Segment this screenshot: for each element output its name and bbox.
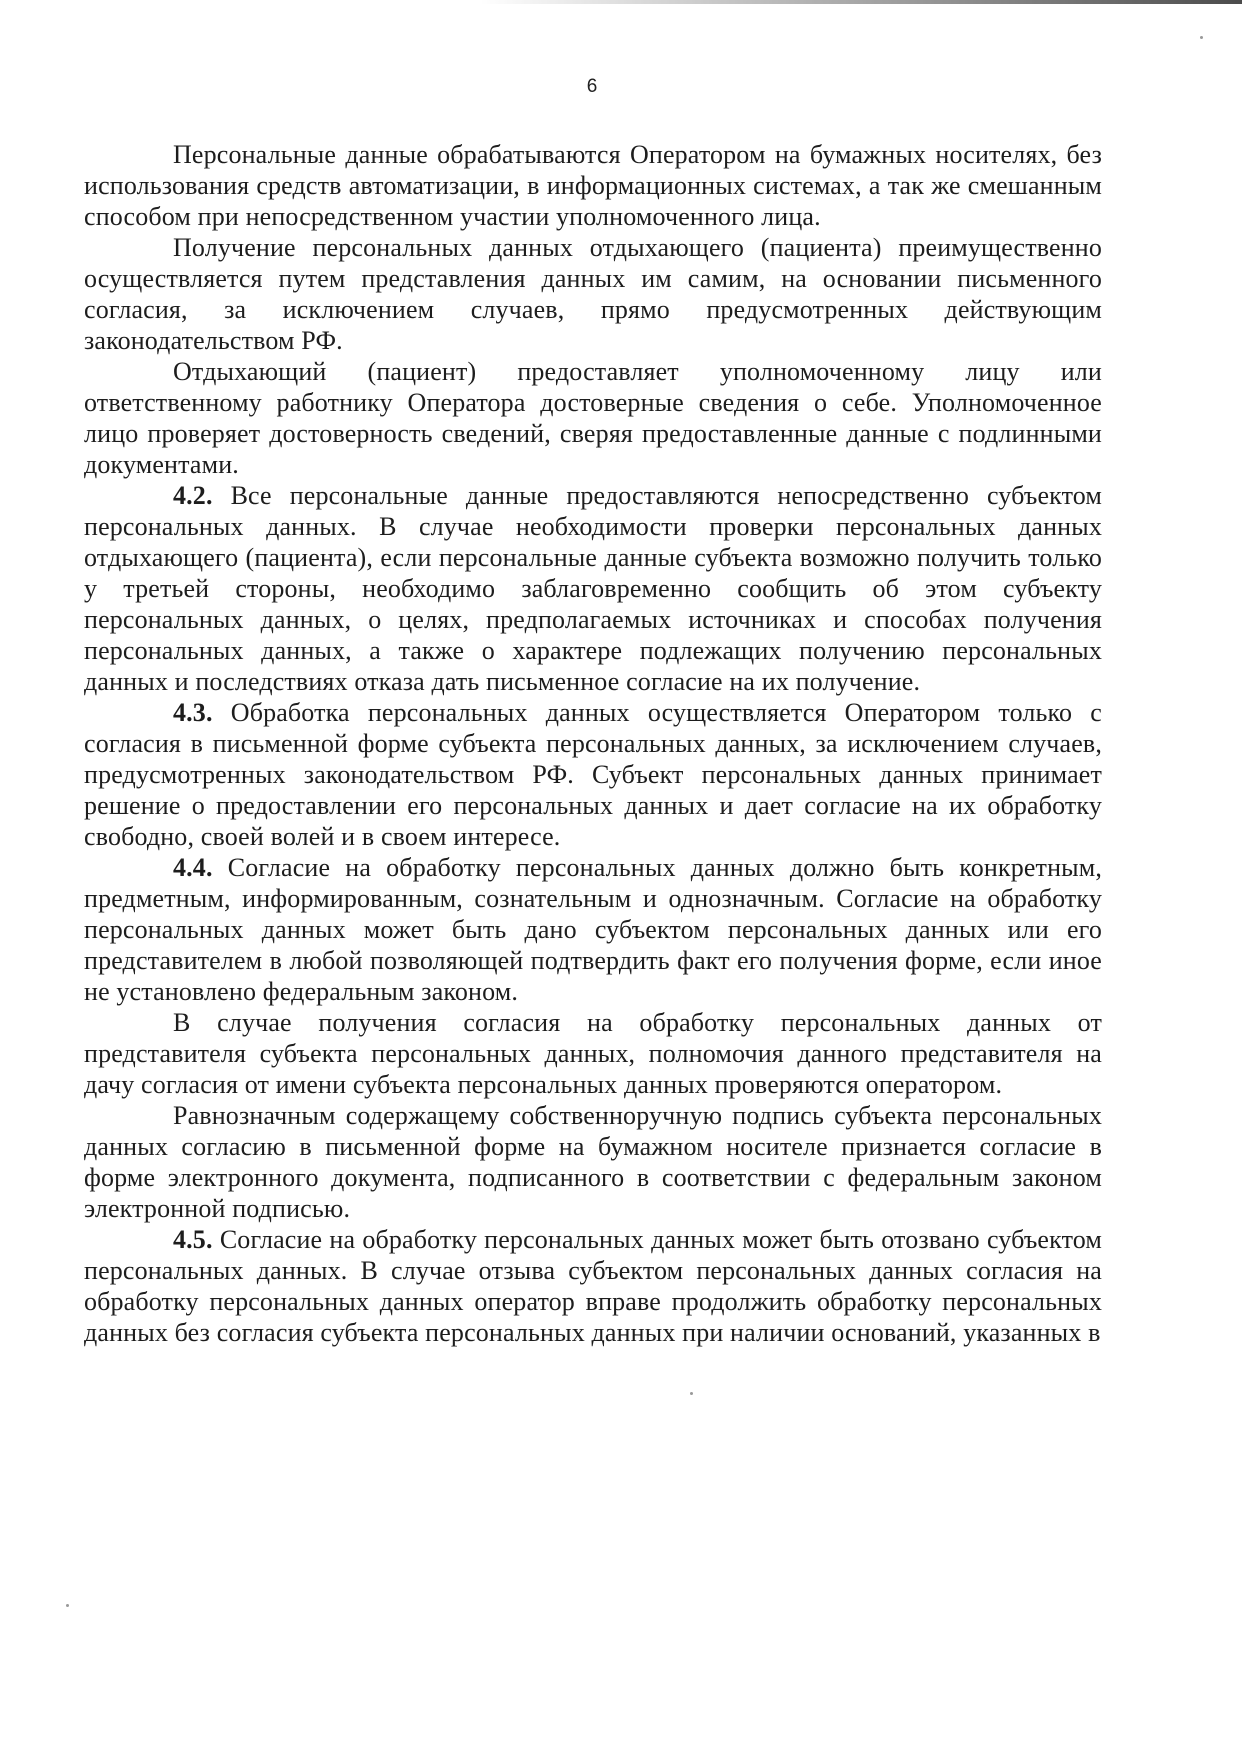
section-number: 4.4. (173, 853, 213, 882)
section-4-3 (84, 697, 1102, 852)
section-number: 4.3. (173, 698, 213, 727)
paragraph-text: Согласие на обработку персональных данных должно быть конкретным, предметным, информированным, сознательным и однозначным. Согласие на обработку персональных данных может быть дано субъектом персональных данных или его представителем в любой позволяющей подтвердить факт его получения форме, если иное не установлено федеральным законом. (84, 853, 1102, 1006)
paragraph-text: Равнозначным содержащему собственноручную подпись субъекта персональных данных согласию в письменной форме на бумажном носителе признается согласие в форме электронного документа, подписанного в соответствии с федеральным законом электронной подписью. (84, 1101, 1102, 1223)
scan-speck (1200, 36, 1203, 39)
document-body (84, 139, 1102, 1348)
paragraph (84, 1100, 1102, 1224)
paragraph (84, 356, 1102, 480)
scan-edge-shadow (480, 0, 1242, 4)
paragraph-text: Персональные данные обрабатываются Оператором на бумажных носителях, без использования средств автоматизации, в информационных системах, а так же смешанным способом при непосредственном участии уполномоченного лица. (84, 140, 1102, 231)
paragraph (84, 1007, 1102, 1100)
paragraph (84, 139, 1102, 232)
section-4-4 (84, 852, 1102, 1007)
paragraph-text: Все персональные данные предоставляются непосредственно субъектом персональных данных. В случае необходимости проверки персональных данных отдыхающего (пациента), если персональные данные субъекта возможно получить только у третьей стороны, необходимо заблаговременно сообщить об этом субъекту персональных данных, о целях, предполагаемых источниках и способах получения персональных данных, а также о характере подлежащих получению персональных данных и последствиях отказа дать письменное согласие на их получение. (84, 481, 1102, 696)
section-4-2 (84, 480, 1102, 697)
scan-speck (690, 1392, 693, 1395)
section-number: 4.2. (173, 481, 213, 510)
scan-speck (66, 1604, 69, 1607)
section-4-5 (84, 1224, 1102, 1348)
paragraph-text: Обработка персональных данных осуществляется Оператором только с согласия в письменной форме субъекта персональных данных, за исключением случаев, предусмотренных законодательством РФ. Субъект персональных данных принимает решение о предоставлении его персональных данных и дает согласие на их обработку свободно, своей волей и в своем интересе. (84, 698, 1102, 851)
section-number: 4.5. (173, 1225, 213, 1254)
page-number: 6 (586, 76, 598, 97)
paragraph (84, 232, 1102, 356)
paragraph-text: Отдыхающий (пациент) предоставляет уполномоченному лицу или ответственному работнику Оператора достоверные сведения о себе. Уполномоченное лицо проверяет достоверность сведений, сверяя предоставленные данные с подлинными документами. (84, 357, 1102, 479)
paragraph-text: В случае получения согласия на обработку персональных данных от представителя субъекта персональных данных, полномочия данного представителя на дачу согласия от имени субъекта персональных данных проверяются оператором. (84, 1008, 1102, 1099)
paragraph-text: Получение персональных данных отдыхающего (пациента) преимущественно осуществляется путем представления данных им самим, на основании письменного согласия, за исключением случаев, прямо предусмотренных действующим законодательством РФ. (84, 233, 1102, 355)
paragraph-text: Согласие на обработку персональных данных может быть отозвано субъектом персональных данных. В случае отзыва субъектом персональных данных согласия на обработку персональных данных оператор вправе продолжить обработку персональных данных без согласия субъекта персональных данных при наличии оснований, указанных в (84, 1225, 1102, 1347)
